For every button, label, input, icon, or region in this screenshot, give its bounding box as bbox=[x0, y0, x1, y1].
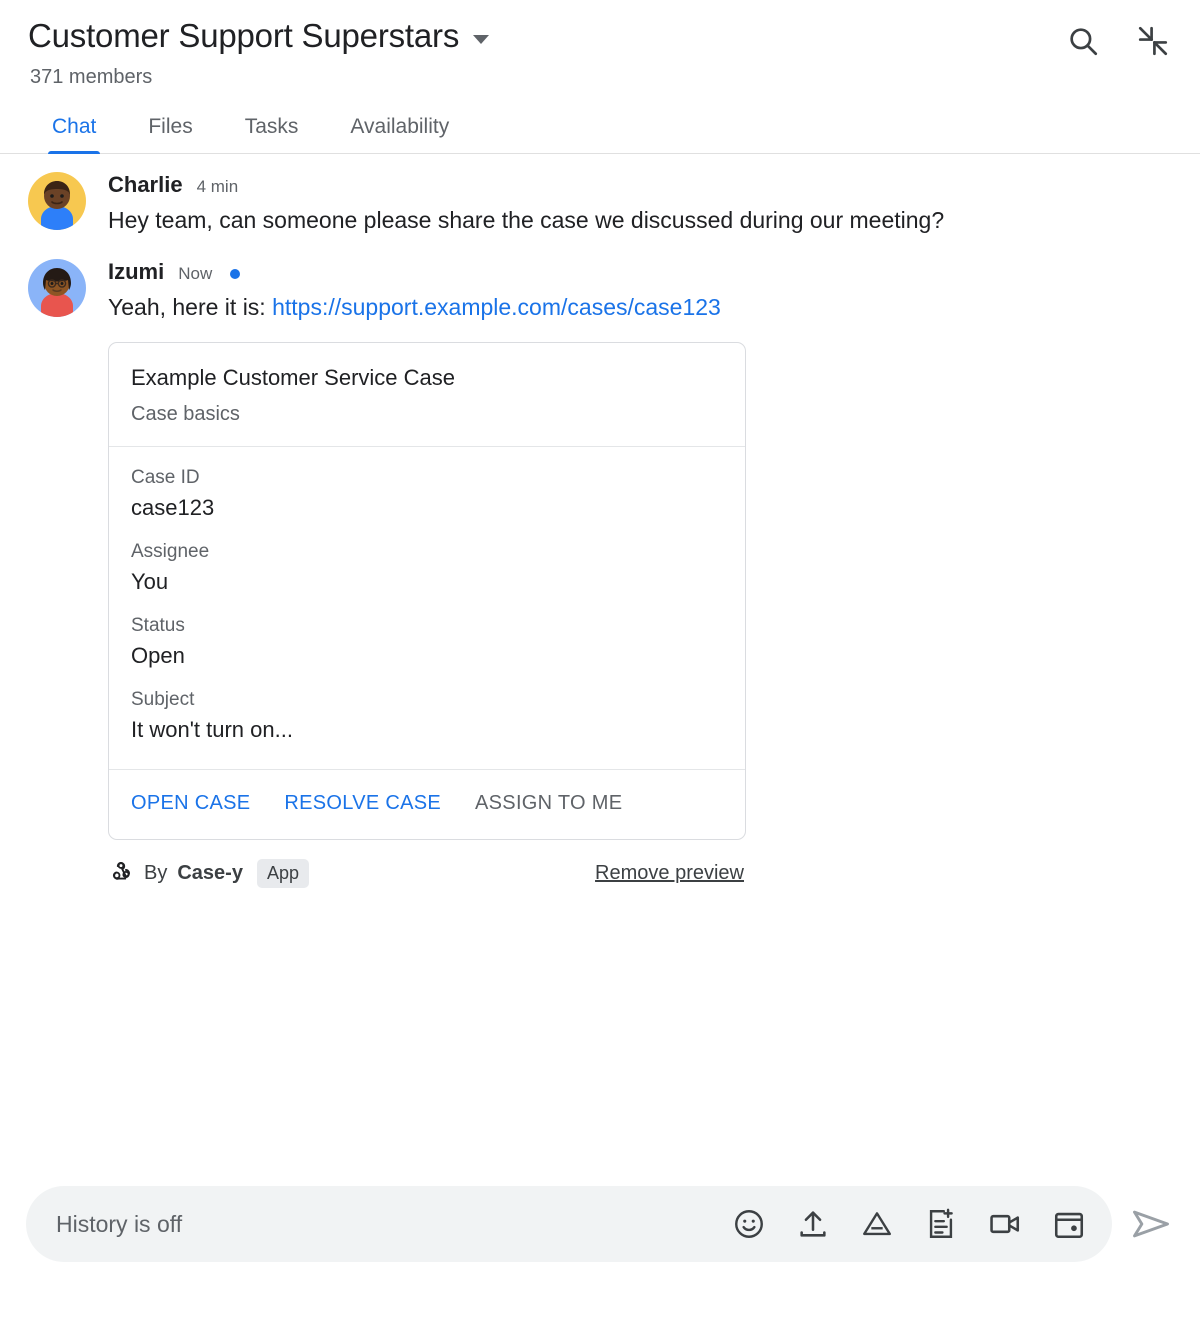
room-title-row[interactable] bbox=[28, 18, 1172, 54]
message-item bbox=[28, 259, 1172, 890]
header-actions bbox=[1066, 24, 1170, 58]
remove-preview-link[interactable]: Remove preview bbox=[595, 862, 744, 885]
calendar-icon[interactable] bbox=[1052, 1207, 1086, 1241]
app-badge: App bbox=[257, 859, 309, 888]
message-header bbox=[108, 259, 1172, 285]
tab-tasks[interactable]: Tasks bbox=[244, 115, 299, 139]
case-link[interactable]: https://support.example.com/cases/case123 bbox=[272, 293, 721, 320]
webhook-icon bbox=[108, 858, 134, 890]
composer[interactable] bbox=[26, 1186, 1112, 1262]
tab-availability[interactable]: Availability bbox=[350, 115, 450, 139]
message-header bbox=[108, 172, 1172, 198]
case-preview-card bbox=[108, 342, 746, 840]
message-sender: Charlie bbox=[108, 172, 183, 198]
upload-icon[interactable] bbox=[796, 1207, 830, 1241]
field-value: case123 bbox=[131, 494, 215, 520]
card-header bbox=[109, 343, 745, 447]
drive-icon[interactable] bbox=[860, 1207, 894, 1241]
message-list bbox=[0, 154, 1200, 889]
field-assignee bbox=[131, 541, 723, 595]
card-actions bbox=[109, 770, 745, 839]
card-fields bbox=[109, 447, 745, 770]
resolve-case-button[interactable]: RESOLVE CASE bbox=[284, 791, 442, 814]
message-input[interactable] bbox=[54, 1210, 714, 1239]
message-timestamp: 4 min bbox=[196, 177, 239, 197]
tab-bar bbox=[0, 111, 1200, 154]
collapse-icon[interactable] bbox=[1136, 24, 1170, 58]
message-timestamp: Now bbox=[178, 263, 213, 283]
assign-to-me-button[interactable]: ASSIGN TO ME bbox=[475, 791, 623, 814]
field-label: Case ID bbox=[131, 466, 200, 488]
avatar[interactable] bbox=[28, 259, 86, 317]
attribution-by-label: By bbox=[144, 862, 168, 885]
composer-icons bbox=[732, 1207, 1086, 1241]
message-body bbox=[108, 172, 1172, 237]
page-title: Customer Support Superstars bbox=[28, 17, 460, 54]
open-case-button[interactable]: OPEN CASE bbox=[131, 791, 251, 814]
composer-bar bbox=[0, 1186, 1200, 1262]
avatar[interactable] bbox=[28, 172, 86, 230]
field-label: Assignee bbox=[131, 540, 210, 562]
video-icon[interactable] bbox=[988, 1207, 1022, 1241]
tab-chat[interactable]: Chat bbox=[26, 111, 122, 153]
message-sender: Izumi bbox=[108, 258, 165, 284]
emoji-icon[interactable] bbox=[732, 1207, 766, 1241]
card-attribution bbox=[108, 858, 744, 890]
card-subtitle: Case basics bbox=[131, 402, 240, 425]
chat-header bbox=[0, 0, 1200, 89]
message-text: Hey team, can someone please share the case we discussed during our meeting? bbox=[108, 207, 945, 234]
message-body bbox=[108, 259, 1172, 890]
docs-add-icon[interactable] bbox=[924, 1207, 958, 1241]
attribution-left bbox=[108, 858, 309, 890]
field-label: Status bbox=[131, 614, 185, 636]
tab-files[interactable]: Files bbox=[148, 115, 193, 139]
message-item bbox=[28, 172, 1172, 237]
send-icon[interactable] bbox=[1128, 1201, 1174, 1247]
chevron-down-icon[interactable] bbox=[473, 35, 489, 44]
field-status bbox=[131, 615, 723, 669]
field-case-id bbox=[131, 467, 723, 521]
search-icon[interactable] bbox=[1066, 24, 1100, 58]
field-value: Open bbox=[131, 642, 185, 668]
message-text-prefix: Yeah, here it is: bbox=[108, 293, 273, 320]
unread-dot-icon bbox=[230, 269, 240, 279]
message-text bbox=[108, 291, 1172, 324]
attribution-app-name: Case-y bbox=[177, 862, 243, 885]
field-value: You bbox=[131, 568, 169, 594]
field-value: It won't turn on... bbox=[131, 716, 293, 742]
card-title: Example Customer Service Case bbox=[131, 364, 456, 390]
member-count: 371 members bbox=[30, 66, 153, 89]
field-subject bbox=[131, 689, 723, 743]
field-label: Subject bbox=[131, 688, 195, 710]
